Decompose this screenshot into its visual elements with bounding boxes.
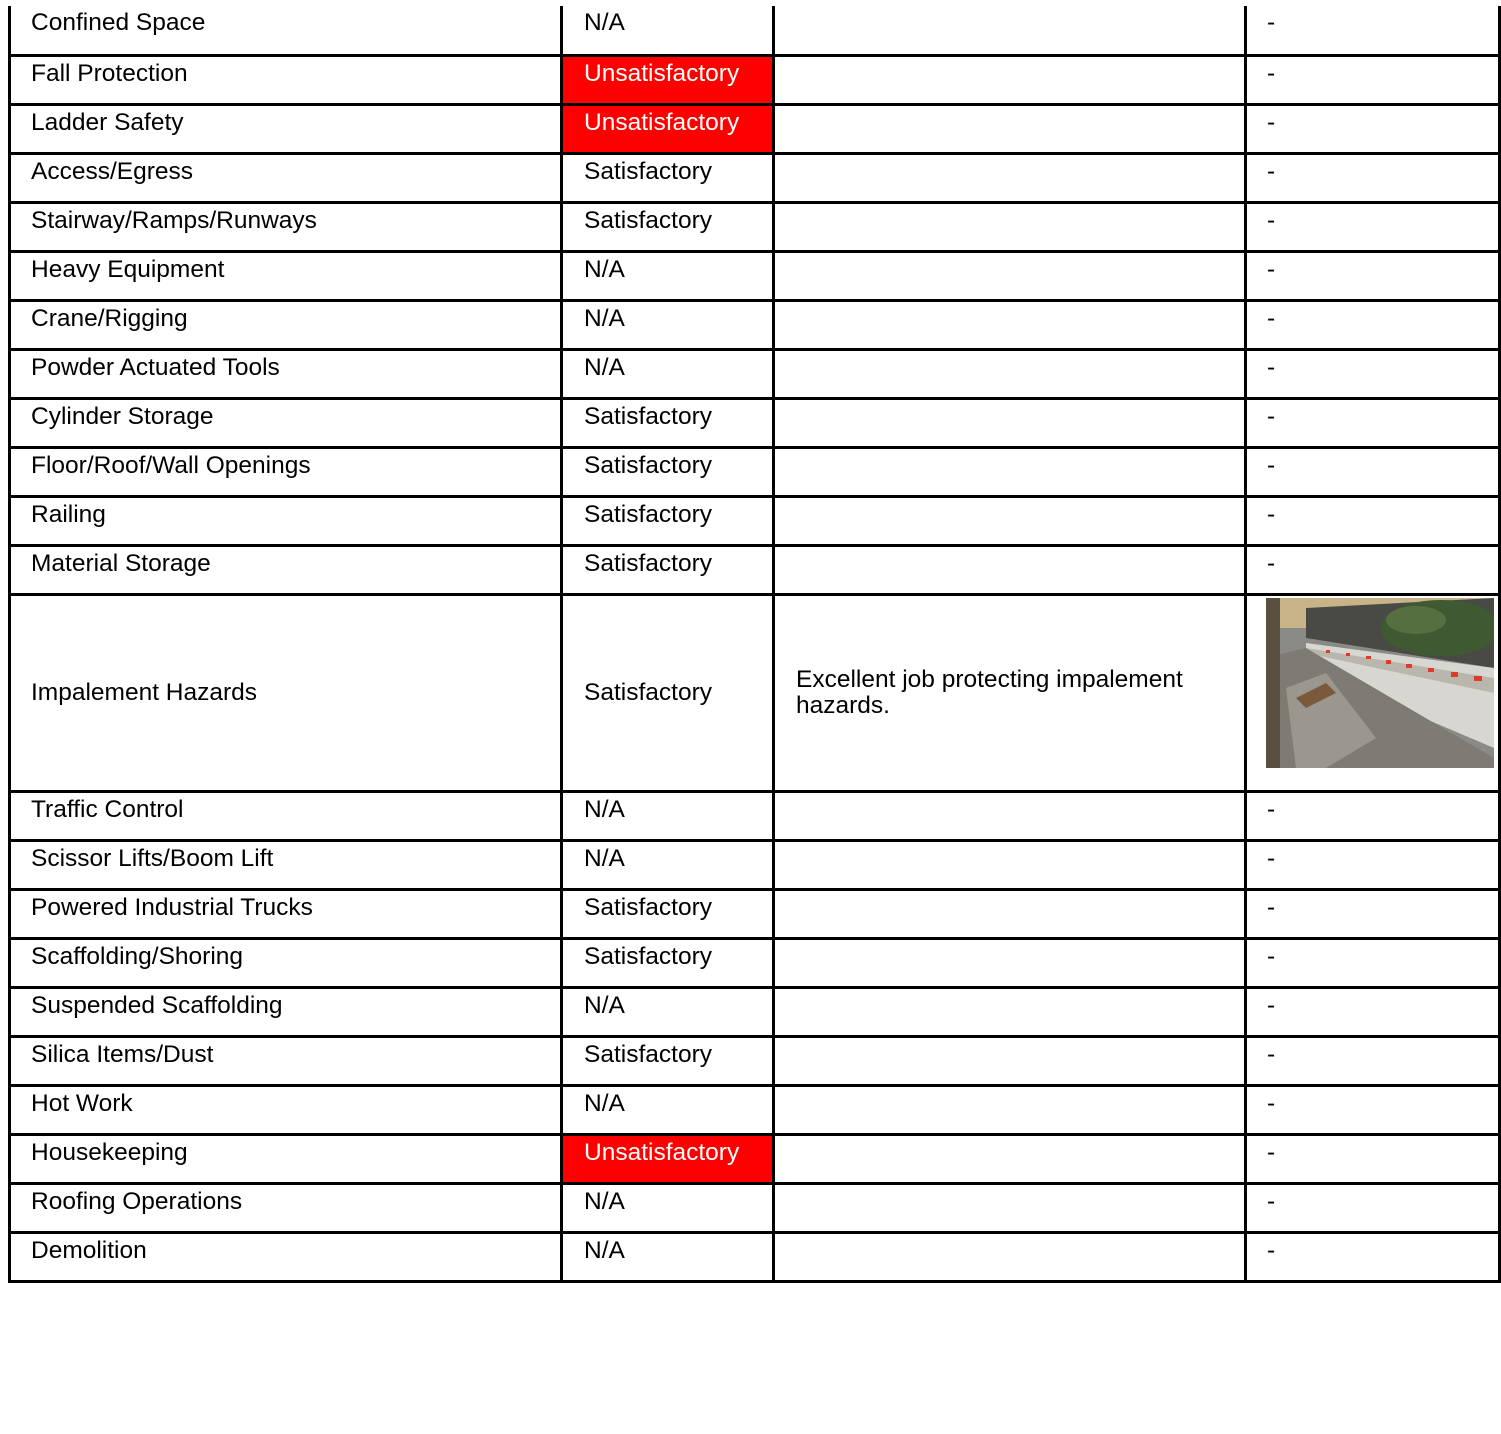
photo-cell: - — [1246, 987, 1500, 1036]
inspection-item: Material Storage — [10, 545, 562, 594]
photo-cell: - — [1246, 6, 1500, 55]
notes-cell — [774, 153, 1246, 202]
table-row — [10, 987, 1500, 1036]
photo-cell — [1246, 594, 1500, 791]
notes-cell — [774, 202, 1246, 251]
table-row — [10, 1085, 1500, 1134]
notes-cell — [774, 398, 1246, 447]
photo-cell: - — [1246, 1036, 1500, 1085]
status-cell: N/A — [562, 6, 774, 55]
status-cell: Unsatisfactory — [562, 1134, 774, 1183]
table-row — [10, 1183, 1500, 1232]
table-row — [10, 251, 1500, 300]
notes-cell — [774, 55, 1246, 104]
inspection-item: Crane/Rigging — [10, 300, 562, 349]
status-cell: N/A — [562, 1232, 774, 1281]
notes-cell — [774, 987, 1246, 1036]
table-row — [10, 447, 1500, 496]
notes-cell — [774, 447, 1246, 496]
notes-cell — [774, 251, 1246, 300]
table-row — [10, 349, 1500, 398]
table-row — [10, 300, 1500, 349]
status-cell: N/A — [562, 349, 774, 398]
photo-cell: - — [1246, 1134, 1500, 1183]
status-cell: N/A — [562, 791, 774, 840]
table-row — [10, 202, 1500, 251]
notes-cell — [774, 889, 1246, 938]
inspection-table-container — [8, 6, 1498, 1283]
inspection-item: Heavy Equipment — [10, 251, 562, 300]
notes-cell — [774, 938, 1246, 987]
status-cell: Satisfactory — [562, 202, 774, 251]
notes-cell — [774, 300, 1246, 349]
inspection-item: Impalement Hazards — [10, 594, 562, 791]
notes-cell — [774, 791, 1246, 840]
photo-cell: - — [1246, 496, 1500, 545]
table-row — [10, 104, 1500, 153]
notes-cell — [774, 6, 1246, 55]
inspection-item: Railing — [10, 496, 562, 545]
status-cell: Satisfactory — [562, 1036, 774, 1085]
inspection-item: Powered Industrial Trucks — [10, 889, 562, 938]
inspection-item: Access/Egress — [10, 153, 562, 202]
status-cell: Satisfactory — [562, 496, 774, 545]
notes-cell — [774, 1085, 1246, 1134]
status-cell: N/A — [562, 251, 774, 300]
photo-cell: - — [1246, 840, 1500, 889]
photo-cell: - — [1246, 300, 1500, 349]
inspection-item: Suspended Scaffolding — [10, 987, 562, 1036]
status-cell: Unsatisfactory — [562, 55, 774, 104]
status-cell: Satisfactory — [562, 938, 774, 987]
inspection-item: Scaffolding/Shoring — [10, 938, 562, 987]
status-cell: Satisfactory — [562, 398, 774, 447]
notes-cell — [774, 1036, 1246, 1085]
inspection-item: Scissor Lifts/Boom Lift — [10, 840, 562, 889]
inspection-item: Powder Actuated Tools — [10, 349, 562, 398]
inspection-item: Confined Space — [10, 6, 562, 55]
table-row — [10, 1232, 1500, 1281]
status-cell: Satisfactory — [562, 545, 774, 594]
photo-cell: - — [1246, 1085, 1500, 1134]
table-row — [10, 153, 1500, 202]
inspection-item: Cylinder Storage — [10, 398, 562, 447]
photo-cell: - — [1246, 55, 1500, 104]
status-cell: Unsatisfactory — [562, 104, 774, 153]
photo-cell: - — [1246, 889, 1500, 938]
status-cell: Satisfactory — [562, 889, 774, 938]
status-cell: N/A — [562, 300, 774, 349]
inspection-item: Ladder Safety — [10, 104, 562, 153]
status-cell: N/A — [562, 1183, 774, 1232]
photo-cell: - — [1246, 398, 1500, 447]
status-cell: N/A — [562, 1085, 774, 1134]
notes-cell — [774, 545, 1246, 594]
inspection-item: Demolition — [10, 1232, 562, 1281]
inspection-item: Housekeeping — [10, 1134, 562, 1183]
status-cell: Satisfactory — [562, 594, 774, 791]
photo-cell: - — [1246, 938, 1500, 987]
inspection-item: Fall Protection — [10, 55, 562, 104]
notes-cell — [774, 1183, 1246, 1232]
table-row — [10, 594, 1500, 791]
status-cell: N/A — [562, 840, 774, 889]
table-row — [10, 840, 1500, 889]
inspection-item: Silica Items/Dust — [10, 1036, 562, 1085]
status-cell: Satisfactory — [562, 447, 774, 496]
photo-cell: - — [1246, 1183, 1500, 1232]
notes-cell: Excellent job protecting impalement hazards. — [774, 594, 1246, 791]
table-row — [10, 55, 1500, 104]
table-row — [10, 6, 1500, 55]
table-row — [10, 791, 1500, 840]
table-row — [10, 545, 1500, 594]
inspection-item: Traffic Control — [10, 791, 562, 840]
table-row — [10, 889, 1500, 938]
notes-cell — [774, 840, 1246, 889]
site-photo-image — [1266, 598, 1494, 768]
status-cell: N/A — [562, 987, 774, 1036]
notes-cell — [774, 1232, 1246, 1281]
photo-cell: - — [1246, 202, 1500, 251]
notes-cell — [774, 1134, 1246, 1183]
status-cell: Satisfactory — [562, 153, 774, 202]
notes-cell — [774, 349, 1246, 398]
inspection-item: Hot Work — [10, 1085, 562, 1134]
photo-cell: - — [1246, 791, 1500, 840]
inspection-photo[interactable] — [1266, 598, 1494, 768]
photo-cell: - — [1246, 251, 1500, 300]
inspection-item: Stairway/Ramps/Runways — [10, 202, 562, 251]
photo-cell: - — [1246, 349, 1500, 398]
inspection-checklist-table — [8, 6, 1501, 1283]
inspection-item: Roofing Operations — [10, 1183, 562, 1232]
table-row — [10, 938, 1500, 987]
notes-cell — [774, 496, 1246, 545]
photo-cell: - — [1246, 104, 1500, 153]
photo-cell: - — [1246, 1232, 1500, 1281]
table-row — [10, 398, 1500, 447]
inspection-table-body — [10, 6, 1500, 1281]
photo-cell: - — [1246, 447, 1500, 496]
table-row — [10, 1134, 1500, 1183]
inspection-item: Floor/Roof/Wall Openings — [10, 447, 562, 496]
photo-cell: - — [1246, 545, 1500, 594]
table-row — [10, 1036, 1500, 1085]
table-row — [10, 496, 1500, 545]
notes-cell — [774, 104, 1246, 153]
photo-cell: - — [1246, 153, 1500, 202]
